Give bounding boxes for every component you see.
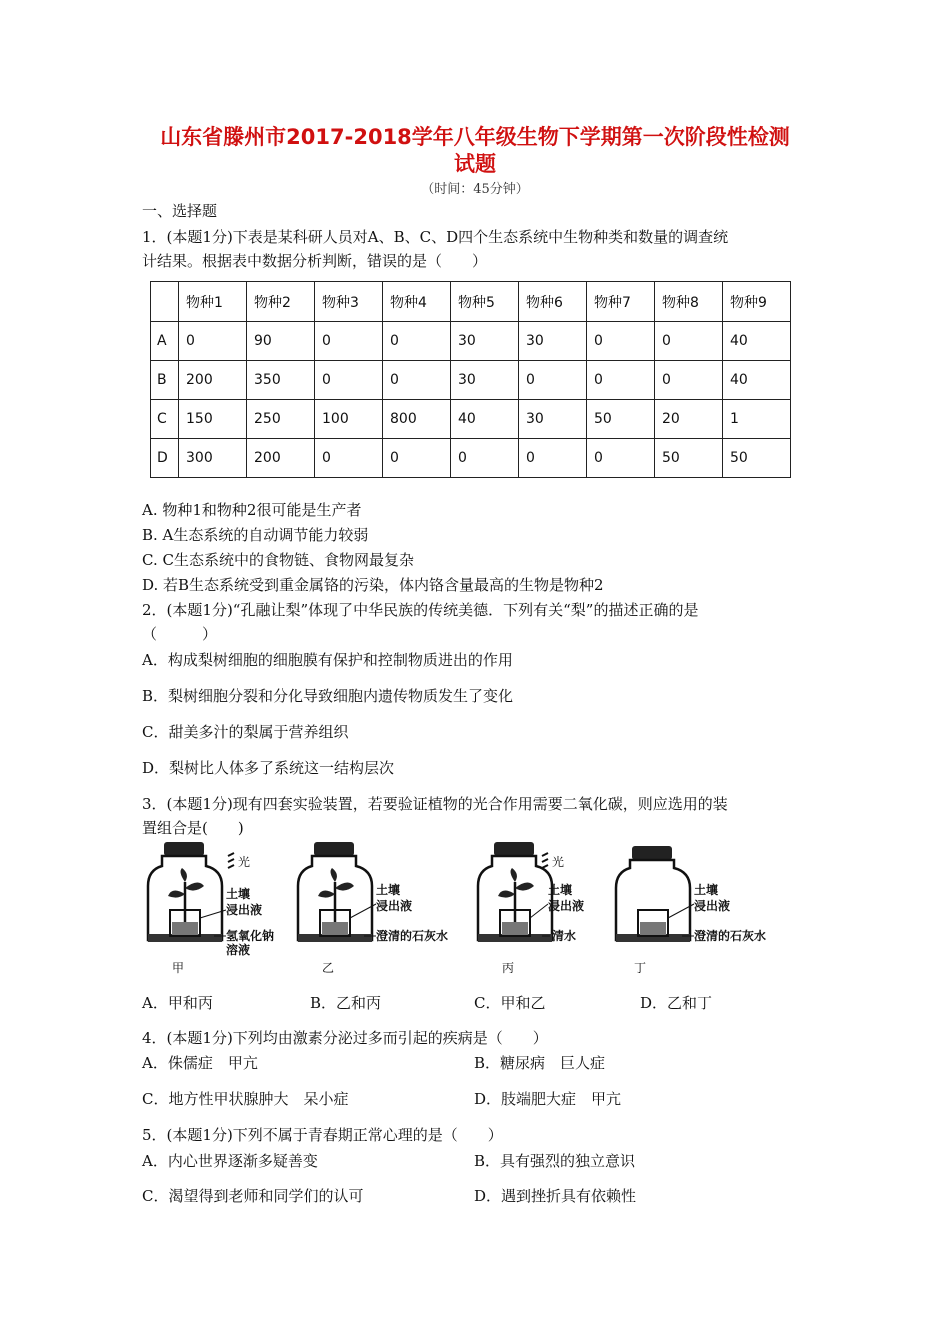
jia-soil-label-2: 浸出液 [226, 903, 263, 917]
table-cell: 40 [723, 361, 791, 400]
yi-liquid-label: 澄清的石灰水 [376, 929, 449, 943]
yi-caption: 乙 [322, 961, 335, 975]
q4-option-d: D．肢端肥大症 甲亢 [474, 1090, 622, 1108]
jia-light-label: 光 [238, 855, 251, 869]
paper-title-line2: 试题 [454, 152, 496, 176]
table-cell: 0 [519, 439, 587, 478]
q3-option-b: B．乙和丙 [310, 994, 382, 1012]
table-row [151, 361, 791, 400]
row-label: C [151, 400, 179, 439]
table-cell: 0 [383, 439, 451, 478]
jia-liquid-label-1: 氢氧化钠 [226, 929, 275, 943]
q2-option-d: D．梨树比人体多了系统这一结构层次 [142, 759, 395, 777]
bing-caption: 丙 [502, 961, 515, 975]
table-cell: 40 [451, 400, 519, 439]
table-cell: 0 [655, 322, 723, 361]
table-cell: 50 [587, 400, 655, 439]
table-header-cell: 物种2 [247, 282, 315, 322]
table-header-cell: 物种3 [315, 282, 383, 322]
q3-option-d: D．乙和丁 [640, 994, 713, 1012]
table-cell: 0 [315, 322, 383, 361]
table-header-cell: 物种5 [451, 282, 519, 322]
table-cell: 0 [383, 361, 451, 400]
q1-stem-line1: 1．(本题1分)下表是某科研人员对A、B、C、D四个生态系统中生物种类和数量的调查统 [142, 228, 729, 246]
table-cell: 0 [315, 439, 383, 478]
table-cell: 40 [723, 322, 791, 361]
paper-title-line1: 山东省滕州市2017-2018学年八年级生物下学期第一次阶段性检测 [160, 125, 790, 149]
table-cell: 50 [723, 439, 791, 478]
q2-option-b: B．梨树细胞分裂和分化导致细胞内遗传物质发生了变化 [142, 687, 514, 705]
q5-option-d: D．遇到挫折具有依赖性 [474, 1187, 637, 1205]
apparatus-yi [298, 842, 448, 975]
table-cell: 200 [179, 361, 247, 400]
table-cell: 90 [247, 322, 315, 361]
table-cell: 200 [247, 439, 315, 478]
section-label: 一、选择题 [142, 202, 218, 220]
table-cell: 0 [451, 439, 519, 478]
table-header-cell: 物种1 [179, 282, 247, 322]
q1-stem-line2: 计结果。根据表中数据分析判断，错误的是（ ） [142, 252, 488, 270]
q2-stem-line1: 2．(本题1分)“孔融让梨”体现了中华民族的传统美德．下列有关“梨”的描述正确的是 [142, 601, 699, 619]
table-cell: 30 [519, 400, 587, 439]
bing-soil-label-1: 土壤 [548, 883, 573, 897]
time-note: （时间：45分钟） [421, 182, 529, 197]
species-table [150, 281, 791, 478]
table-cell: 20 [655, 400, 723, 439]
apparatus-jia [148, 842, 274, 975]
q1-option-b: B. A生态系统的自动调节能力较弱 [142, 526, 369, 544]
jia-liquid-label-2: 溶液 [226, 943, 251, 957]
table-header-cell: 物种7 [587, 282, 655, 322]
apparatus-ding [616, 846, 766, 975]
q4-option-a: A．侏儒症 甲亢 [142, 1054, 258, 1072]
q5-option-b: B．具有强烈的独立意识 [474, 1152, 636, 1170]
q3-stem-line1: 3．(本题1分)现有四套实验装置，若要验证植物的光合作用需要二氧化碳，则应选用的装 [142, 795, 728, 813]
table-header-cell: 物种9 [723, 282, 791, 322]
q1-option-c: C. C生态系统中的食物链、食物网最复杂 [142, 551, 414, 569]
q4-option-c: C．地方性甲状腺肿大 呆小症 [142, 1090, 349, 1108]
table-cell: 250 [247, 400, 315, 439]
q5-stem: 5．(本题1分)下列不属于青春期正常心理的是（ ） [142, 1126, 503, 1144]
table-cell: 350 [247, 361, 315, 400]
bing-soil-label-2: 浸出液 [548, 899, 585, 913]
table-cell: 0 [383, 322, 451, 361]
jia-caption: 甲 [172, 961, 185, 975]
table-header-cell: 物种8 [655, 282, 723, 322]
yi-soil-label-1: 土壤 [376, 883, 401, 897]
table-row [151, 322, 791, 361]
ding-liquid-label: 澄清的石灰水 [694, 929, 767, 943]
table-cell: 300 [179, 439, 247, 478]
apparatus-bing [478, 842, 584, 975]
ding-caption: 丁 [634, 961, 647, 975]
q3-option-a: A．甲和丙 [142, 994, 213, 1012]
q1-option-d: D. 若B生态系统受到重金属铬的污染，体内铬含量最高的生物是物种2 [142, 576, 604, 594]
bing-light-label: 光 [552, 855, 565, 869]
q5-option-a: A．内心世界逐渐多疑善变 [142, 1152, 318, 1170]
row-label: B [151, 361, 179, 400]
table-cell: 100 [315, 400, 383, 439]
table-cell: 0 [315, 361, 383, 400]
table-cell: 30 [519, 322, 587, 361]
row-label: A [151, 322, 179, 361]
yi-soil-label-2: 浸出液 [376, 899, 413, 913]
table-cell: 0 [587, 361, 655, 400]
table-cell: 30 [451, 361, 519, 400]
q3-option-c: C．甲和乙 [474, 994, 546, 1012]
q4-option-b: B．糖尿病 巨人症 [474, 1054, 606, 1072]
ding-soil-label-1: 土壤 [694, 883, 719, 897]
table-cell: 0 [179, 322, 247, 361]
jia-soil-label-1: 土壤 [226, 887, 251, 901]
table-cell: 0 [587, 322, 655, 361]
table-row [151, 439, 791, 478]
table-cell: 150 [179, 400, 247, 439]
table-cell: 0 [655, 361, 723, 400]
table-cell: 1 [723, 400, 791, 439]
table-cell: 30 [451, 322, 519, 361]
table-header-cell: 物种6 [519, 282, 587, 322]
q5-option-c: C．渴望得到老师和同学们的认可 [142, 1187, 364, 1205]
table-cell: 50 [655, 439, 723, 478]
table-cell: 0 [519, 361, 587, 400]
table-row [151, 400, 791, 439]
table-header-row [151, 282, 791, 322]
q1-option-a: A. 物种1和物种2很可能是生产者 [142, 501, 362, 519]
q4-stem: 4．(本题1分)下列均由激素分泌过多而引起的疾病是（ ） [142, 1029, 548, 1047]
q3-stem-line2: 置组合是( ) [142, 819, 244, 837]
q2-option-c: C．甜美多汁的梨属于营养组织 [142, 723, 349, 741]
row-label: D [151, 439, 179, 478]
ding-soil-label-2: 浸出液 [694, 899, 731, 913]
q2-stem-line2: （ ） [142, 625, 218, 643]
table-cell: 800 [383, 400, 451, 439]
table-cell: 0 [587, 439, 655, 478]
table-corner-cell [151, 282, 179, 322]
table-header-cell: 物种4 [383, 282, 451, 322]
experiment-apparatus-figure [142, 838, 782, 978]
q2-option-a: A．构成梨树细胞的细胞膜有保护和控制物质进出的作用 [142, 651, 513, 669]
bing-liquid-label: 清水 [552, 929, 577, 943]
